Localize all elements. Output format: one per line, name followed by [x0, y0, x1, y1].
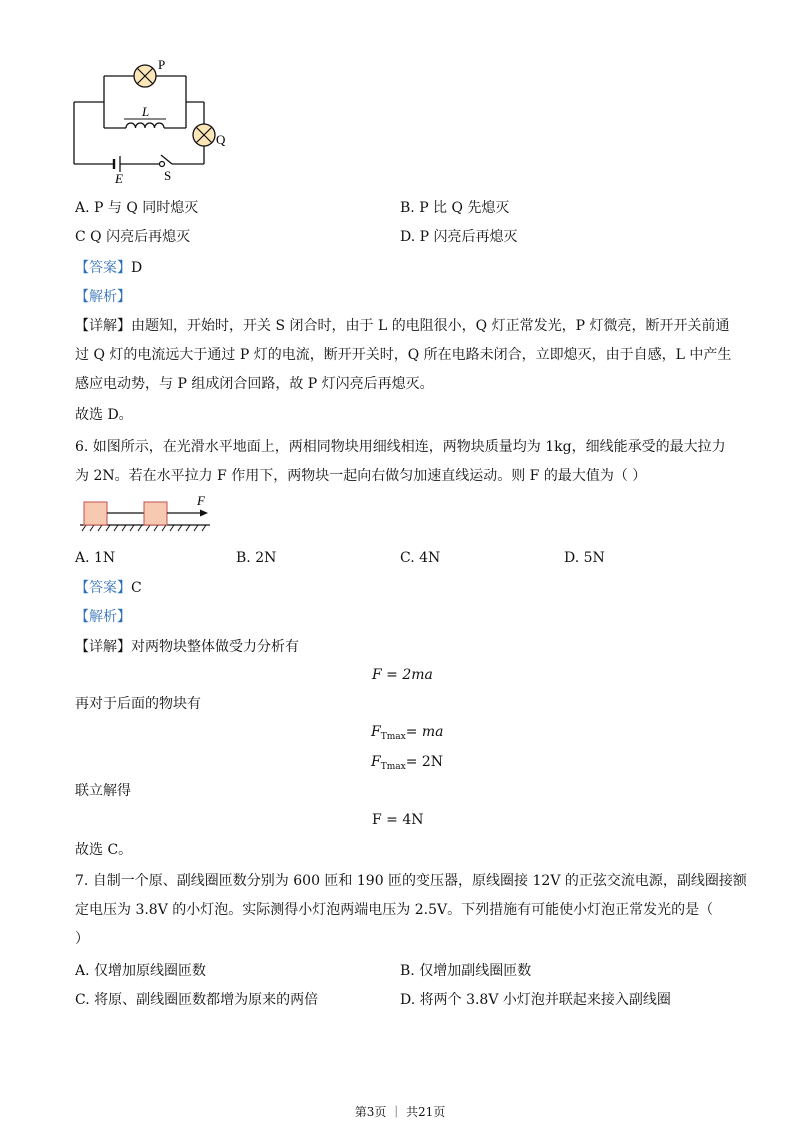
answer-tag: 【答案】	[75, 580, 131, 596]
q6-option-c: C. 4N	[400, 550, 441, 566]
q5-option-b: B. P 比 Q 先熄灭	[400, 200, 510, 216]
force-arrow-icon	[200, 510, 208, 517]
q7-stem-line3: ）	[75, 931, 89, 947]
q5-conclusion: 故选 D。	[75, 407, 133, 423]
inductor-icon	[126, 123, 164, 128]
q5-detail-line3: 感应电动势，与 P 组成闭合回路，故 P 灯闪亮后再熄灭。	[75, 376, 434, 392]
q6-option-a: A. 1N	[75, 550, 116, 566]
lamp-p-label: P	[158, 58, 166, 72]
q5-detail-line1	[75, 316, 729, 336]
force-label: F	[197, 493, 205, 508]
lamp-q-icon	[193, 124, 215, 146]
eq3-symbol: F	[371, 754, 381, 770]
detail-text: 由题知，开始时，开关 S 闭合时，由于 L 的电阻很小，Q 灯正常发光，P 灯微亮，断开开关前通	[131, 318, 730, 334]
equation-4: F = 4N	[372, 812, 424, 828]
q7-stem-line2: 定电压为 3.8V 的小灯泡。实际测得小灯泡两端电压为 2.5V。下列措施有可能使小灯泡正常发光的是（	[75, 902, 714, 918]
equation-1: F = 2ma	[372, 667, 433, 683]
block-left	[84, 502, 107, 525]
q5-option-d: D. P 闪亮后再熄灭	[400, 229, 518, 245]
q7-option-c: C. 将原、副线圈匝数都增为原来的两倍	[75, 992, 319, 1008]
q5-option-c: C Q 闪亮后再熄灭	[75, 229, 191, 245]
q7-option-b: B. 仅增加副线圈匝数	[400, 963, 532, 979]
answer-tag: 【答案】	[75, 260, 131, 276]
page-footer: 第3页 ｜ 共21页	[354, 1105, 446, 1119]
q5-option-a: A. P 与 Q 同时熄灭	[75, 200, 199, 216]
eq2-symbol: F	[371, 724, 381, 740]
switch-icon	[160, 155, 173, 167]
answer-value: C	[131, 580, 142, 596]
q6-stem-line1: 6. 如图所示，在光滑水平地面上，两相同物块用细线相连，两物块质量均为 1kg，细线能承受的最大拉力	[75, 439, 726, 455]
equation-2	[371, 722, 444, 747]
q6-answer	[75, 578, 142, 598]
eq3-subscript: Tmax	[380, 762, 406, 772]
answer-value: D	[131, 260, 143, 276]
q5-analysis-tag: 【解析】	[75, 289, 131, 305]
blocks-diagram	[72, 493, 222, 533]
lamp-p-icon	[134, 65, 156, 87]
detail-text: 对两物块整体做受力分析有	[131, 639, 299, 655]
detail-tag: 【详解】	[75, 639, 131, 655]
battery-icon	[114, 156, 120, 172]
eq3-rhs: = 2N	[405, 754, 444, 770]
inductor-label: L	[142, 104, 150, 119]
block-right	[144, 502, 167, 525]
q6-stem-line2: 为 2N。若在水平拉力 F 作用下，两物块一起向右做匀加速直线运动。则 F 的最大值为（ ）	[75, 468, 647, 484]
lamp-q-label: Q	[216, 132, 226, 147]
eq2-subscript: Tmax	[380, 732, 406, 742]
q7-option-a: A. 仅增加原线圈匝数	[75, 963, 207, 979]
solve-text: 联立解得	[75, 783, 131, 799]
q6-option-b: B. 2N	[236, 550, 277, 566]
switch-label: S	[164, 168, 172, 183]
q5-answer	[75, 258, 142, 278]
q5-detail-line2: 过 Q 灯的电流远大于通过 P 灯的电流，断开开关时，Q 所在电路未闭合，立即熄灭，由于自感，L 中产生	[75, 347, 732, 363]
q7-stem-line1: 7. 自制一个原、副线圈匝数分别为 600 匝和 190 匝的变压器，原线圈接 12V 的正弦交流电源，副线圈接额	[75, 873, 747, 889]
detail-tag: 【详解】	[75, 318, 131, 334]
q7-option-d: D. 将两个 3.8V 小灯泡并联起来接入副线圈	[400, 992, 671, 1008]
q6-detail-line	[75, 637, 299, 657]
eq2-rhs: = ma	[405, 724, 444, 740]
battery-label: E	[115, 171, 123, 186]
then-text: 再对于后面的物块有	[75, 696, 201, 712]
circuit-diagram	[68, 58, 238, 188]
q6-analysis-tag: 【解析】	[75, 609, 131, 625]
equation-3	[371, 752, 443, 777]
q6-conclusion: 故选 C。	[75, 842, 133, 858]
q6-option-d: D. 5N	[564, 550, 605, 566]
